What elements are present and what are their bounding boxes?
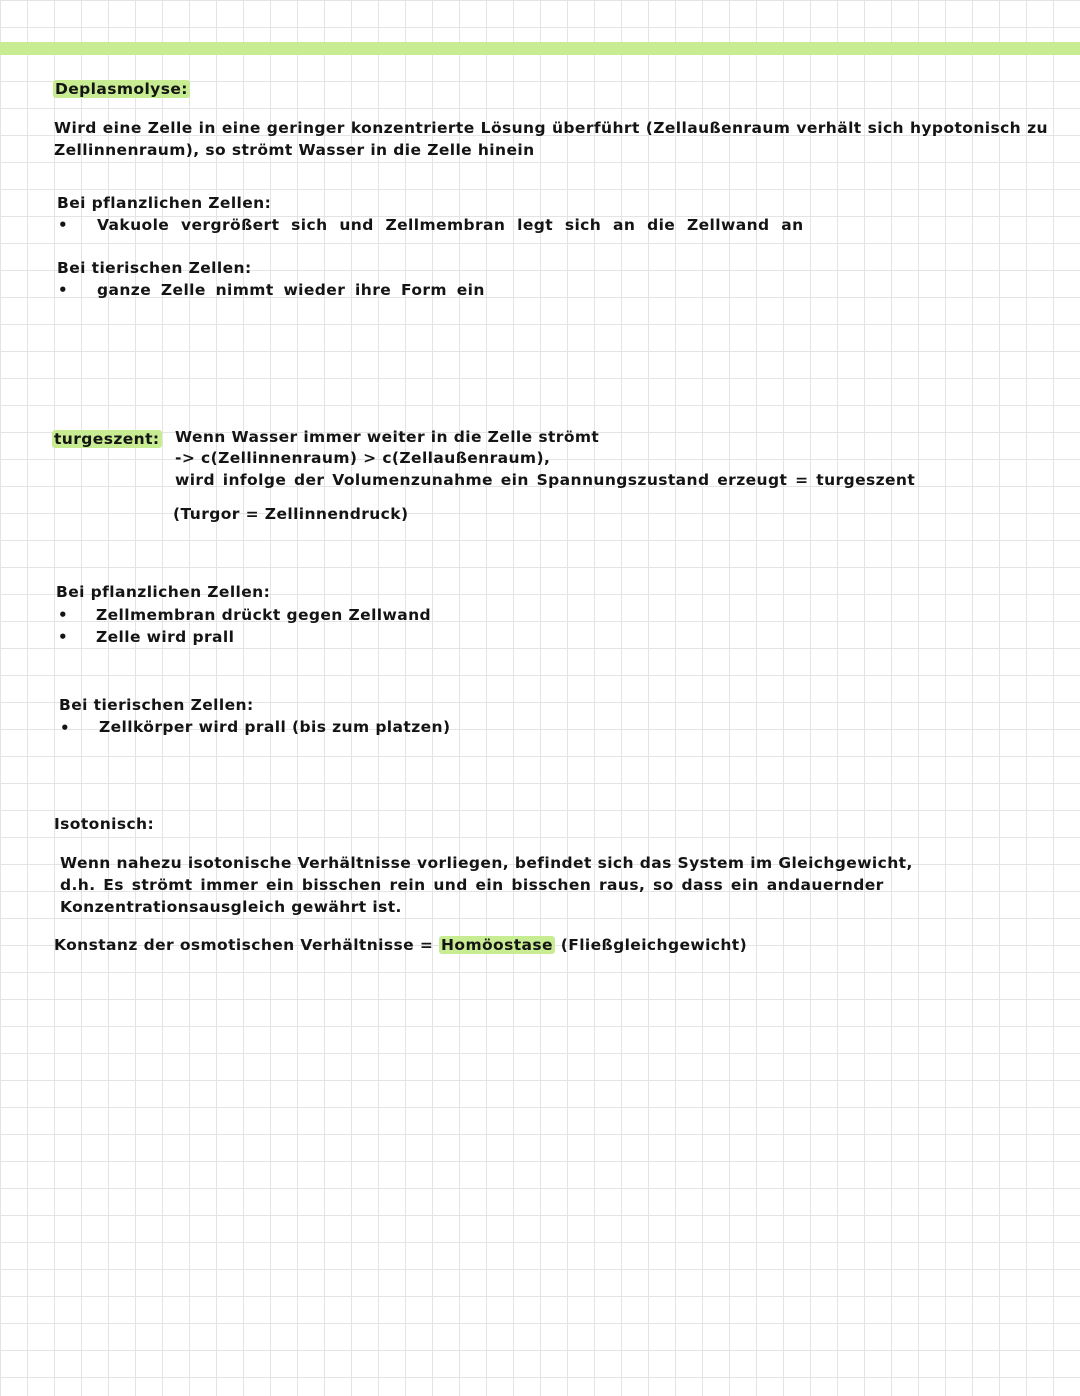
isotonisch-line3: Konzentrationsausgleich gewährt ist.	[60, 898, 402, 916]
bullet-icon: •	[58, 281, 68, 299]
turgeszent-line1: Wenn Wasser immer weiter in die Zelle strömt	[175, 428, 600, 446]
turgeszent-title: turgeszent:	[54, 430, 160, 448]
turgeszent-line2: -> c(Zellinnenraum) > c(Zellaußenraum),	[175, 449, 551, 467]
turgeszent-animal-item: Zellkörper wird prall (bis zum platzen)	[99, 718, 451, 736]
deplasmolyse-animal-heading: Bei tierischen Zellen:	[57, 259, 252, 277]
isotonisch-title: Isotonisch:	[54, 815, 155, 833]
turgeszent-plant-heading: Bei pflanzlichen Zellen:	[56, 583, 271, 601]
deplasmolyse-plant-item: Vakuole vergrößert sich und Zellmembran legt sich an die Zellwand an	[97, 216, 804, 234]
konstanz-line	[54, 934, 747, 956]
isotonisch-line2: d.h. Es strömt immer ein bisschen rein und ein bisschen raus, so dass ein andauernder	[60, 876, 884, 894]
isotonisch-line1: Wenn nahezu isotonische Verhältnisse vorliegen, befindet sich das System im Gleichgewicht,	[60, 854, 913, 872]
konstanz-prefix: Konstanz der osmotischen Verhältnisse =	[54, 936, 434, 954]
turgeszent-plant-item-2: Zelle wird prall	[96, 628, 235, 646]
deplasmolyse-title: Deplasmolyse:	[55, 80, 188, 98]
turgeszent-line3: wird infolge der Volumenzunahme ein Spannungszustand erzeugt = turgeszent	[175, 471, 916, 489]
bullet-icon: •	[58, 606, 68, 624]
deplasmolyse-plant-heading: Bei pflanzlichen Zellen:	[57, 194, 272, 212]
deplasmolyse-intro-line1: Wird eine Zelle in eine geringer konzentrierte Lösung überführt (Zellaußenraum verhält sich hypotonisch zu	[54, 119, 1048, 137]
homoeostase-term: Homöostase	[441, 936, 553, 954]
turgeszent-plant-item-1: Zellmembran drückt gegen Zellwand	[96, 606, 432, 624]
konstanz-suffix: (Fließgleichgewicht)	[560, 936, 748, 954]
deplasmolyse-intro	[54, 117, 1048, 161]
deplasmolyse-animal-item: ganze Zelle nimmt wieder ihre Form ein	[97, 281, 485, 299]
deplasmolyse-intro-line2: Zellinnenraum), so strömt Wasser in die Zelle hinein	[54, 141, 535, 159]
bullet-icon: •	[58, 628, 68, 646]
bullet-icon: •	[60, 719, 70, 737]
top-accent-bar	[0, 42, 1080, 55]
bullet-icon: •	[58, 216, 68, 234]
turgeszent-animal-heading: Bei tierischen Zellen:	[59, 696, 254, 714]
turgor-note: (Turgor = Zellinnendruck)	[173, 505, 409, 523]
